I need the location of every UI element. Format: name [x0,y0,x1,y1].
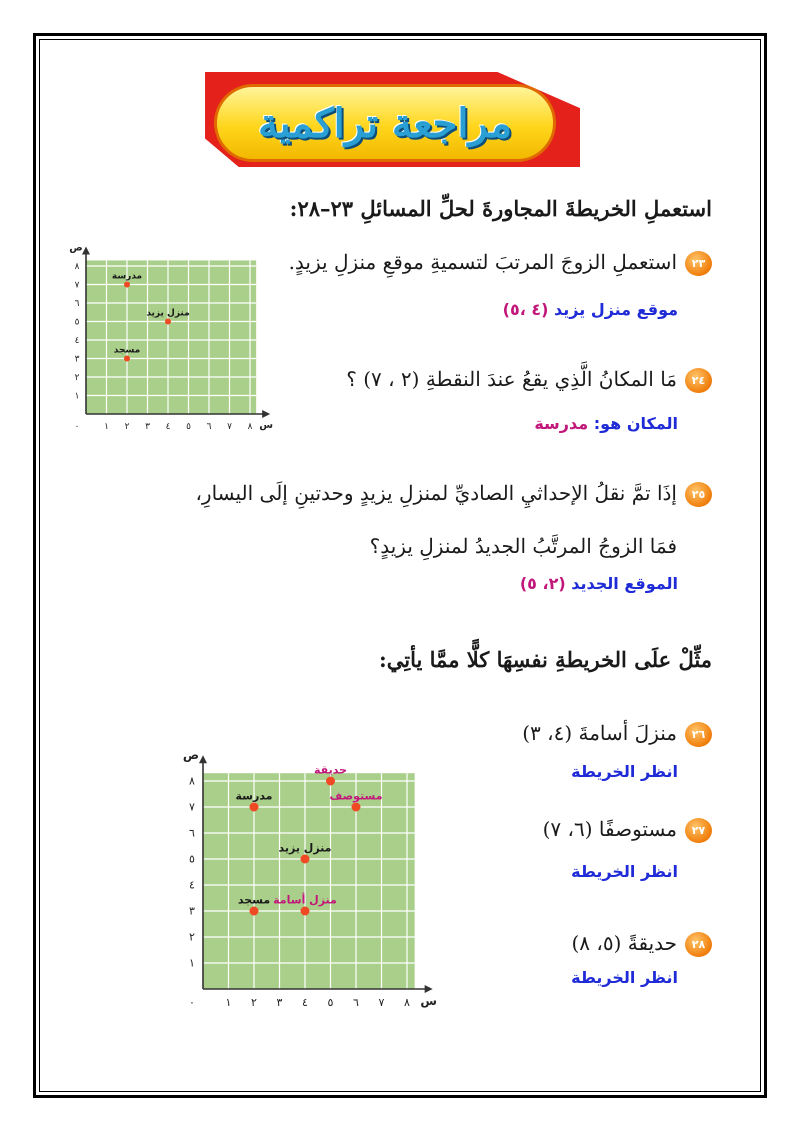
x-tick-label: ٥ [327,996,334,1009]
question-number-badge: ٢٦ [685,722,712,747]
y-tick-label: ٥ [189,852,195,866]
x-tick-label: ٣ [276,996,283,1009]
answer-24 [534,414,678,433]
data-point [352,803,361,812]
coordinate-map-small [62,240,274,435]
x-tick-label: ٣ [145,422,150,432]
point-label: منزل أسامة [273,893,337,907]
answer-value: (٢، ٥) [519,574,566,593]
origin-label: ٠ [189,996,195,1009]
y-axis-title: ص [69,242,83,254]
answer-26: انظر الخريطة [571,762,678,781]
x-tick-label: ٤ [165,422,171,432]
x-tick-label: ٢ [251,996,257,1009]
y-tick-label: ٨ [189,774,195,788]
data-point [124,282,130,288]
answer-27: انظر الخريطة [571,862,678,881]
question-25-line-2: فمَا الزوجُ المرتَّبُ الجديدُ لمنزلِ يزيدٍ؟ [369,534,677,558]
question-number-badge: ٢٤ [685,368,712,393]
question-26 [522,721,712,747]
x-axis-title: س [420,994,437,1008]
answer-value: مدرسة [534,414,589,433]
point-label: حديقة [314,763,347,777]
x-axis-arrow [425,985,433,993]
coordinate-map-large [170,745,445,1013]
question-number-badge: ٢٥ [685,482,712,507]
question-text: مَا المكانُ الَّذِي يقعُ عندَ النقطةِ (٢ ، ٧) ؟ [346,367,677,391]
point-label: مستوصف [329,789,383,803]
y-axis-arrow [199,755,207,763]
x-tick-label: ٨ [247,422,253,432]
data-point [250,803,259,812]
question-number-badge: ٢٣ [685,251,712,276]
x-tick-label: ٦ [353,996,359,1009]
point-label: منزل يزيد [278,841,332,855]
y-tick-label: ٣ [74,354,80,365]
x-tick-label: ٨ [404,996,410,1009]
point-label: مسجد [113,345,141,356]
x-tick-label: ١ [104,422,109,432]
x-axis-title: س [259,420,274,431]
y-tick-label: ٤ [189,878,195,892]
x-tick-label: ٧ [227,422,232,432]
y-tick-label: ٧ [189,800,195,814]
data-point [326,777,335,786]
data-point [165,319,171,325]
x-tick-label: ٧ [378,996,385,1009]
y-axis-title: ص [182,748,200,763]
question-27 [543,817,712,843]
x-tick-label: ٢ [124,422,130,432]
y-tick-label: ٦ [189,826,195,840]
question-24 [346,367,712,393]
y-tick-label: ٣ [189,904,195,918]
answer-label: موقع منزل يزيد [554,300,678,319]
question-text: حديقةً (٥، ٨) [571,931,677,955]
x-tick-label: ٤ [302,996,308,1009]
x-tick-label: ٦ [206,422,212,432]
grid-background [203,773,415,989]
question-23 [289,250,712,276]
y-tick-label: ٢ [74,373,80,383]
answer-label: المكان هو: [593,414,678,433]
y-tick-label: ٦ [74,299,80,309]
answer-23 [503,300,678,319]
data-point [301,907,310,916]
y-tick-label: ٥ [74,317,80,328]
question-text: مستوصفًا (٦، ٧) [542,817,677,841]
question-text: استعملِ الزوجَ المرتبَ لتسميةِ موقعِ منزلِ يزيدٍ. [288,250,677,274]
data-point [250,907,259,916]
question-number-badge: ٢٨ [685,932,712,957]
banner-title: مراجعة تراكمية [258,99,513,147]
answer-25 [520,574,678,593]
question-text: إذَا تمَّ نقلُ الإحداثيِ الصاديِّ لمنزلِ يزيدٍ وحدتينِ إلَى اليسارِ، [195,481,677,505]
y-tick-label: ١ [74,391,80,402]
data-point [301,855,310,864]
y-axis-arrow [82,246,90,254]
x-tick-label: ١ [225,996,232,1009]
question-25 [195,481,712,507]
point-label: مسجد [237,893,271,907]
y-tick-label: ١ [189,956,195,970]
question-28 [571,931,712,957]
answer-label: الموقع الجديد [571,574,678,593]
point-label: مدرسة [111,271,143,282]
y-tick-label: ٢ [189,930,195,944]
point-label: منزل يزيد [146,308,190,319]
question-number-badge: ٢٧ [685,818,712,843]
question-text: منزلَ أسامةَ (٤، ٣) [522,721,677,745]
point-label: مدرسة [235,789,273,803]
answer-value: (٤ ،٥) [502,300,549,319]
x-tick-label: ٥ [186,422,191,432]
section1-heading: استعملِ الخريطةَ المجاورةَ لحلِّ المسائلِ ٢٣–٢٨: [289,196,712,221]
grid-background [86,260,256,414]
y-tick-label: ٧ [74,280,80,291]
answer-28: انظر الخريطة [571,968,678,987]
y-tick-label: ٨ [74,262,80,272]
data-point [124,356,130,362]
section2-heading: مثِّلْ علَى الخريطةِ نفسِهَا كلًّا ممَّا يأتِي: [379,647,712,672]
y-tick-label: ٤ [74,336,80,346]
origin-label: ٠ [74,422,80,432]
